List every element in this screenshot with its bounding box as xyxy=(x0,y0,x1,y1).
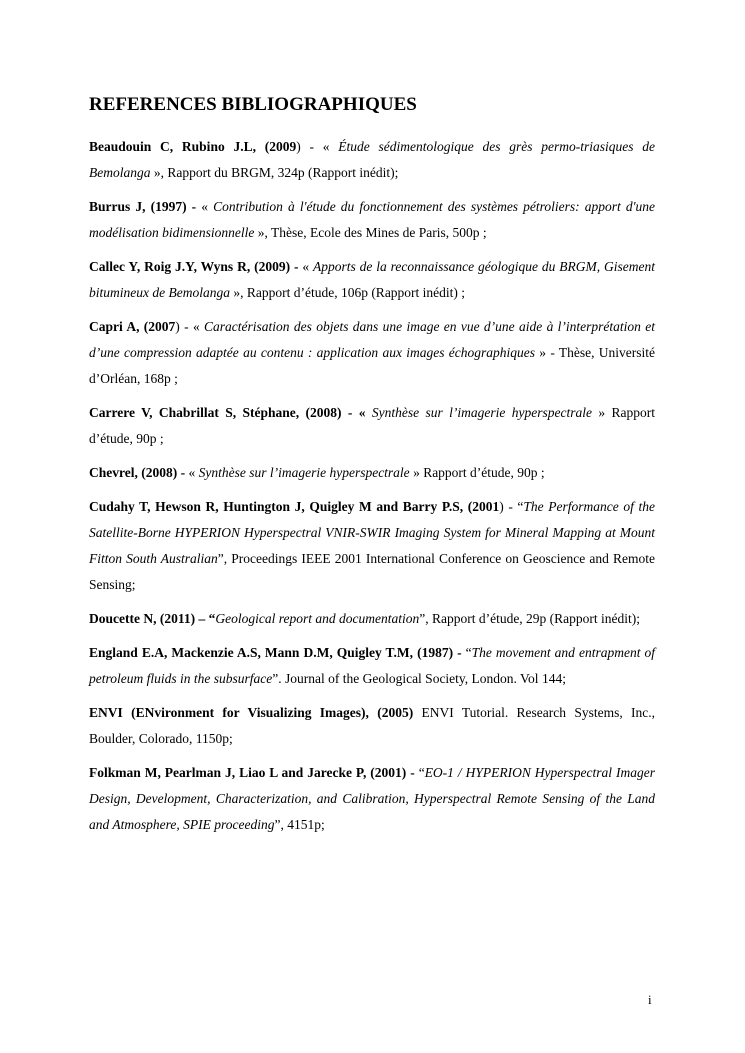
reference-title: Geological report and documentation xyxy=(215,611,420,626)
reference-title: EO-1 / HYPERION Hyperspectral Imager Design, Development, Characterization, and Calibration, Hyperspectral Remote Sensing of the Land and Atmosphere, SPIE proceeding xyxy=(89,765,655,832)
reference-details: ”. Journal of the Geological Society, London. Vol 144; xyxy=(272,671,566,686)
document-page xyxy=(89,92,655,846)
reference-details: ”, Rapport d’étude, 29p (Rapport inédit); xyxy=(419,611,641,626)
reference-authors: Callec Y, Roig J.Y, Wyns R, (2009) - xyxy=(89,259,299,274)
reference-entry xyxy=(89,254,655,306)
reference-separator xyxy=(413,705,421,720)
reference-separator: « xyxy=(298,259,313,274)
reference-details: », Rapport du BRGM, 324p (Rapport inédit); xyxy=(150,165,399,180)
reference-authors: Cudahy T, Hewson R, Huntington J, Quigley M and Barry P.S, (2001 xyxy=(89,499,500,514)
reference-authors: Beaudouin C, Rubino J.L, (2009 xyxy=(89,139,297,154)
reference-entry xyxy=(89,314,655,392)
reference-separator: « xyxy=(196,199,214,214)
reference-title: Caractérisation des objets dans une image en vue d’une aide à l’interprétation et d’une compression adaptée au contenu : application aux images échographiques xyxy=(89,319,655,360)
reference-list xyxy=(89,134,655,838)
reference-title: Synthèse sur l’imagerie hyperspectrale xyxy=(371,405,593,420)
reference-details: » - Thèse, Université d’Orléan, 168p ; xyxy=(89,345,655,386)
reference-entry xyxy=(89,194,655,246)
reference-title: Étude sédimentologique des grès permo-triasiques de Bemolanga xyxy=(89,139,655,180)
reference-details: », Thèse, Ecole des Mines de Paris, 500p ; xyxy=(254,225,487,240)
reference-entry xyxy=(89,460,655,486)
reference-authors: ENVI (ENvironment for Visualizing Images), (2005) xyxy=(89,705,414,720)
reference-separator: « xyxy=(185,465,199,480)
reference-separator: ) - « xyxy=(175,319,205,334)
reference-entry xyxy=(89,400,655,452)
reference-separator: ) - « xyxy=(296,139,339,154)
reference-authors: Folkman M, Pearlman J, Liao L and Jarecke P, (2001) - xyxy=(89,765,415,780)
reference-details: », Rapport d’étude, 106p (Rapport inédit) ; xyxy=(229,285,466,300)
reference-authors: Carrere V, Chabrillat S, Stéphane, (2008) - « xyxy=(89,405,366,420)
reference-entry xyxy=(89,134,655,186)
reference-title: Synthèse sur l’imagerie hyperspectrale xyxy=(198,465,410,480)
reference-details: ”, Proceedings IEEE 2001 International Conference on Geoscience and Remote Sensing; xyxy=(89,551,656,592)
reference-details: ENVI Tutorial. Research Systems, Inc., Boulder, Colorado, 1150p; xyxy=(89,705,656,746)
reference-details: » Rapport d’étude, 90p ; xyxy=(409,465,545,480)
reference-entry xyxy=(89,760,655,838)
reference-title: The movement and entrapment of petroleum fluids in the subsurface xyxy=(89,645,655,686)
reference-entry xyxy=(89,700,655,752)
reference-separator: “ xyxy=(461,645,472,660)
reference-separator: “ xyxy=(414,765,425,780)
reference-details: ”, 4151p; xyxy=(274,817,325,832)
reference-authors: England E.A, Mackenzie A.S, Mann D.M, Quigley T.M, (1987) - xyxy=(89,645,462,660)
reference-separator: ) - “ xyxy=(499,499,524,514)
reference-title: Contribution à l'étude du fonctionnement des systèmes pétroliers: apport d'une modélisation bidimensionnelle xyxy=(89,199,655,240)
reference-title: Apports de la reconnaissance géologique du BRGM, Gisement bitumineux de Bemolanga xyxy=(89,259,656,300)
page-number: i xyxy=(648,992,652,1007)
reference-authors: Chevrel, (2008) - xyxy=(89,465,186,480)
reference-authors: Doucette N, (2011) – “ xyxy=(89,611,216,626)
reference-authors: Burrus J, (1997) - xyxy=(89,199,197,214)
reference-entry xyxy=(89,640,655,692)
reference-entry xyxy=(89,494,655,598)
page-title: REFERENCES BIBLIOGRAPHIQUES xyxy=(89,94,417,115)
reference-entry xyxy=(89,606,655,632)
reference-title: The Performance of the Satellite-Borne HYPERION Hyperspectral VNIR-SWIR Imaging System for Mineral Mapping at Mount Fitton South Australian xyxy=(89,499,655,566)
reference-authors: Capri A, (2007 xyxy=(89,319,176,334)
reference-details: » Rapport d’étude, 90p ; xyxy=(89,405,656,446)
